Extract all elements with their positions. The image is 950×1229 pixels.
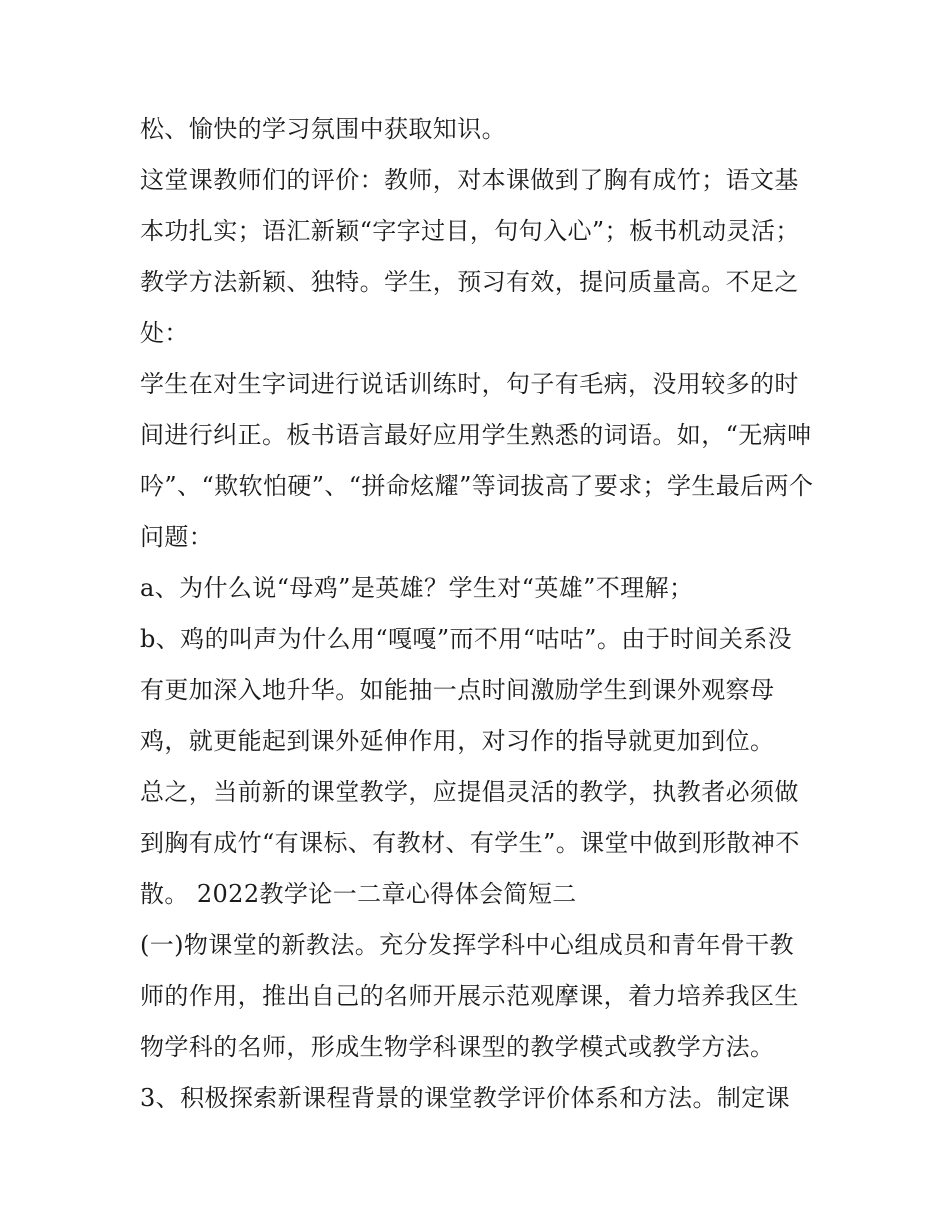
paragraph-teacher-evaluation: 这堂课教师们的评价：教师，对本课做到了胸有成竹；语文基本功扎实；语汇新颖“字字过目，句句入心”；板书机动灵活；教学方法新颖、独特。学生，预习有效，提问质量高。不足之处： [140, 166, 800, 347]
document-body [140, 104, 816, 1124]
paragraph-shortcomings: 学生在对生字词进行说话训练时，句子有毛病，没用较多的时间进行纠正。板书语言最好应用学生熟悉的词语。如，“无病呻吟”、“欺软怕硬”、“拼命炫耀”等词拔高了要求；学生最后两个问题： [140, 370, 814, 551]
paragraph-question-a: a、为什么说“母鸡”是英雄？学生对“英雄”不理解； [140, 574, 694, 602]
paragraph-summary: 总之，当前新的课堂教学，应提倡灵活的教学，执教者必须做到胸有成竹“有课标、有教材、有学生”。课堂中做到形散神不散。 2022教学论一二章心得体会简短二 [140, 778, 800, 908]
paragraph-evaluation-system: 3、积极探索新课程背景的课堂教学评价体系和方法。制定课 [140, 1084, 791, 1112]
paragraph-question-b: b、鸡的叫声为什么用“嘎嘎”而不用“咕咕”。由于时间关系没有更加深入地升华。如能抽一点时间激励学生到课外观察母鸡，就更能起到课外延伸作用，对习作的指导就更加到位。 [140, 625, 793, 755]
paragraph-continuation: 松、愉快的学习氛围中获取知识。 [140, 115, 506, 143]
paragraph-new-method: (一)物课堂的新教法。充分发挥学科中心组成员和青年骨干教师的作用，推出自己的名师开展示范观摩课，着力培养我区生物学科的名师，形成生物学科课型的教学模式或教学方法。 [140, 931, 799, 1061]
